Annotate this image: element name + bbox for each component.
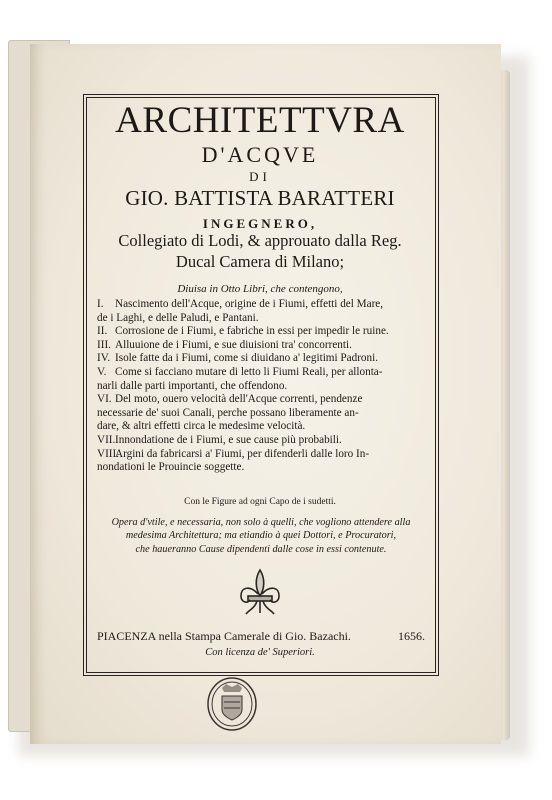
usage-note-line: Opera d'vtile, e necessaria, non solo à quelli, che vogliono attendere alla	[111, 517, 411, 528]
usage-note-line: medesima Architettura; ma etiandio à quei Dottori, e Procuratori,	[125, 530, 397, 542]
book-entry	[97, 448, 425, 462]
title-line-1: ARCHITETTVRA	[115, 100, 405, 141]
book-entry-continuation	[97, 420, 425, 434]
author-profession: INGEGNERO,	[202, 216, 318, 231]
book-entry	[97, 434, 425, 448]
book-number: VIII.	[97, 447, 120, 460]
book-text: Isole fatte da i Fiumi, come si diuidano a' legitimi Padroni.	[115, 352, 379, 365]
usage-note	[97, 516, 425, 556]
book-text: Del moto, ouero velocità dell'Acque correnti, pendenze	[115, 393, 363, 406]
book-entry-continuation	[97, 312, 425, 326]
book-number: II.	[97, 325, 108, 338]
book-text: Come si facciano mutare di letto li Fiumi Reali, per allonta-	[115, 365, 383, 378]
library-stamp-icon	[204, 676, 260, 732]
book-text: Innondatione de i Fiumi, e sue cause più probabili.	[115, 433, 342, 446]
affiliation-line-1: Collegiato di Lodi, & approuato dalla Reg.	[118, 231, 402, 250]
affiliation-line-2: Ducal Camera di Milano;	[175, 252, 345, 271]
imprint-year: 1656.	[398, 629, 425, 643]
figures-note: Con le Figure ad ogni Capo de i sudetti.	[184, 497, 336, 507]
usage-note-line: che haueranno Cause dipendenti dalle cose in essi contenute.	[135, 543, 387, 555]
book-entry-continuation	[97, 461, 425, 475]
book-entry	[97, 352, 425, 366]
book-entry-continuation	[97, 380, 425, 394]
license-note: Con licenza de' Superiori.	[205, 647, 315, 658]
title-line-2: D'ACQVE	[201, 142, 319, 167]
book-number: VI.	[97, 393, 112, 406]
book-text: necessarie de' suoi Canali, perche possano liberamente an-	[97, 406, 359, 419]
book-text: nondationi le Prouincie soggette.	[97, 461, 245, 474]
book-number: I.	[97, 298, 104, 310]
title-line-3: DI	[249, 169, 271, 184]
book-entry	[97, 339, 425, 353]
author-name: GIO. BATTISTA BARATTERI	[125, 186, 395, 210]
book-list	[97, 298, 425, 475]
book-entry	[97, 393, 425, 407]
book-text: narli dalle parti importanti, che offendono.	[97, 379, 288, 392]
book-text: Alluuione de i Fiumi, e sue diuisioni tra' concorrenti.	[115, 338, 352, 351]
book-entry-continuation	[97, 407, 425, 421]
book-text: Nascimento dell'Acque, origine de i Fiumi, effetti del Mare,	[115, 298, 384, 310]
book-text: de i Laghi, e delle Paludi, e Pantani.	[97, 311, 259, 324]
book-number: VII.	[97, 433, 116, 446]
book-entry	[97, 325, 425, 339]
book-text: dare, & altri effetti circa le medesime velocità.	[97, 420, 306, 433]
imprint-place: PIACENZA nella Stampa Camerale di Gio. Bazachi.	[97, 629, 351, 643]
imprint	[97, 629, 425, 643]
book-text: Argini da fabricarsi a' Fiumi, per difenderli dalle loro In-	[115, 447, 370, 460]
book-number: IV.	[97, 352, 111, 365]
book-number: V.	[97, 365, 107, 378]
book-entry	[97, 366, 425, 380]
book-text: Corrosione de i Fiumi, e fabriche in essi per impedir le ruine.	[115, 325, 389, 338]
book-number: III.	[97, 338, 111, 351]
book-entry	[97, 298, 425, 312]
division-note: Diuisa in Otto Libri, che contengono,	[177, 283, 343, 295]
fleur-de-lis-icon	[237, 566, 283, 618]
